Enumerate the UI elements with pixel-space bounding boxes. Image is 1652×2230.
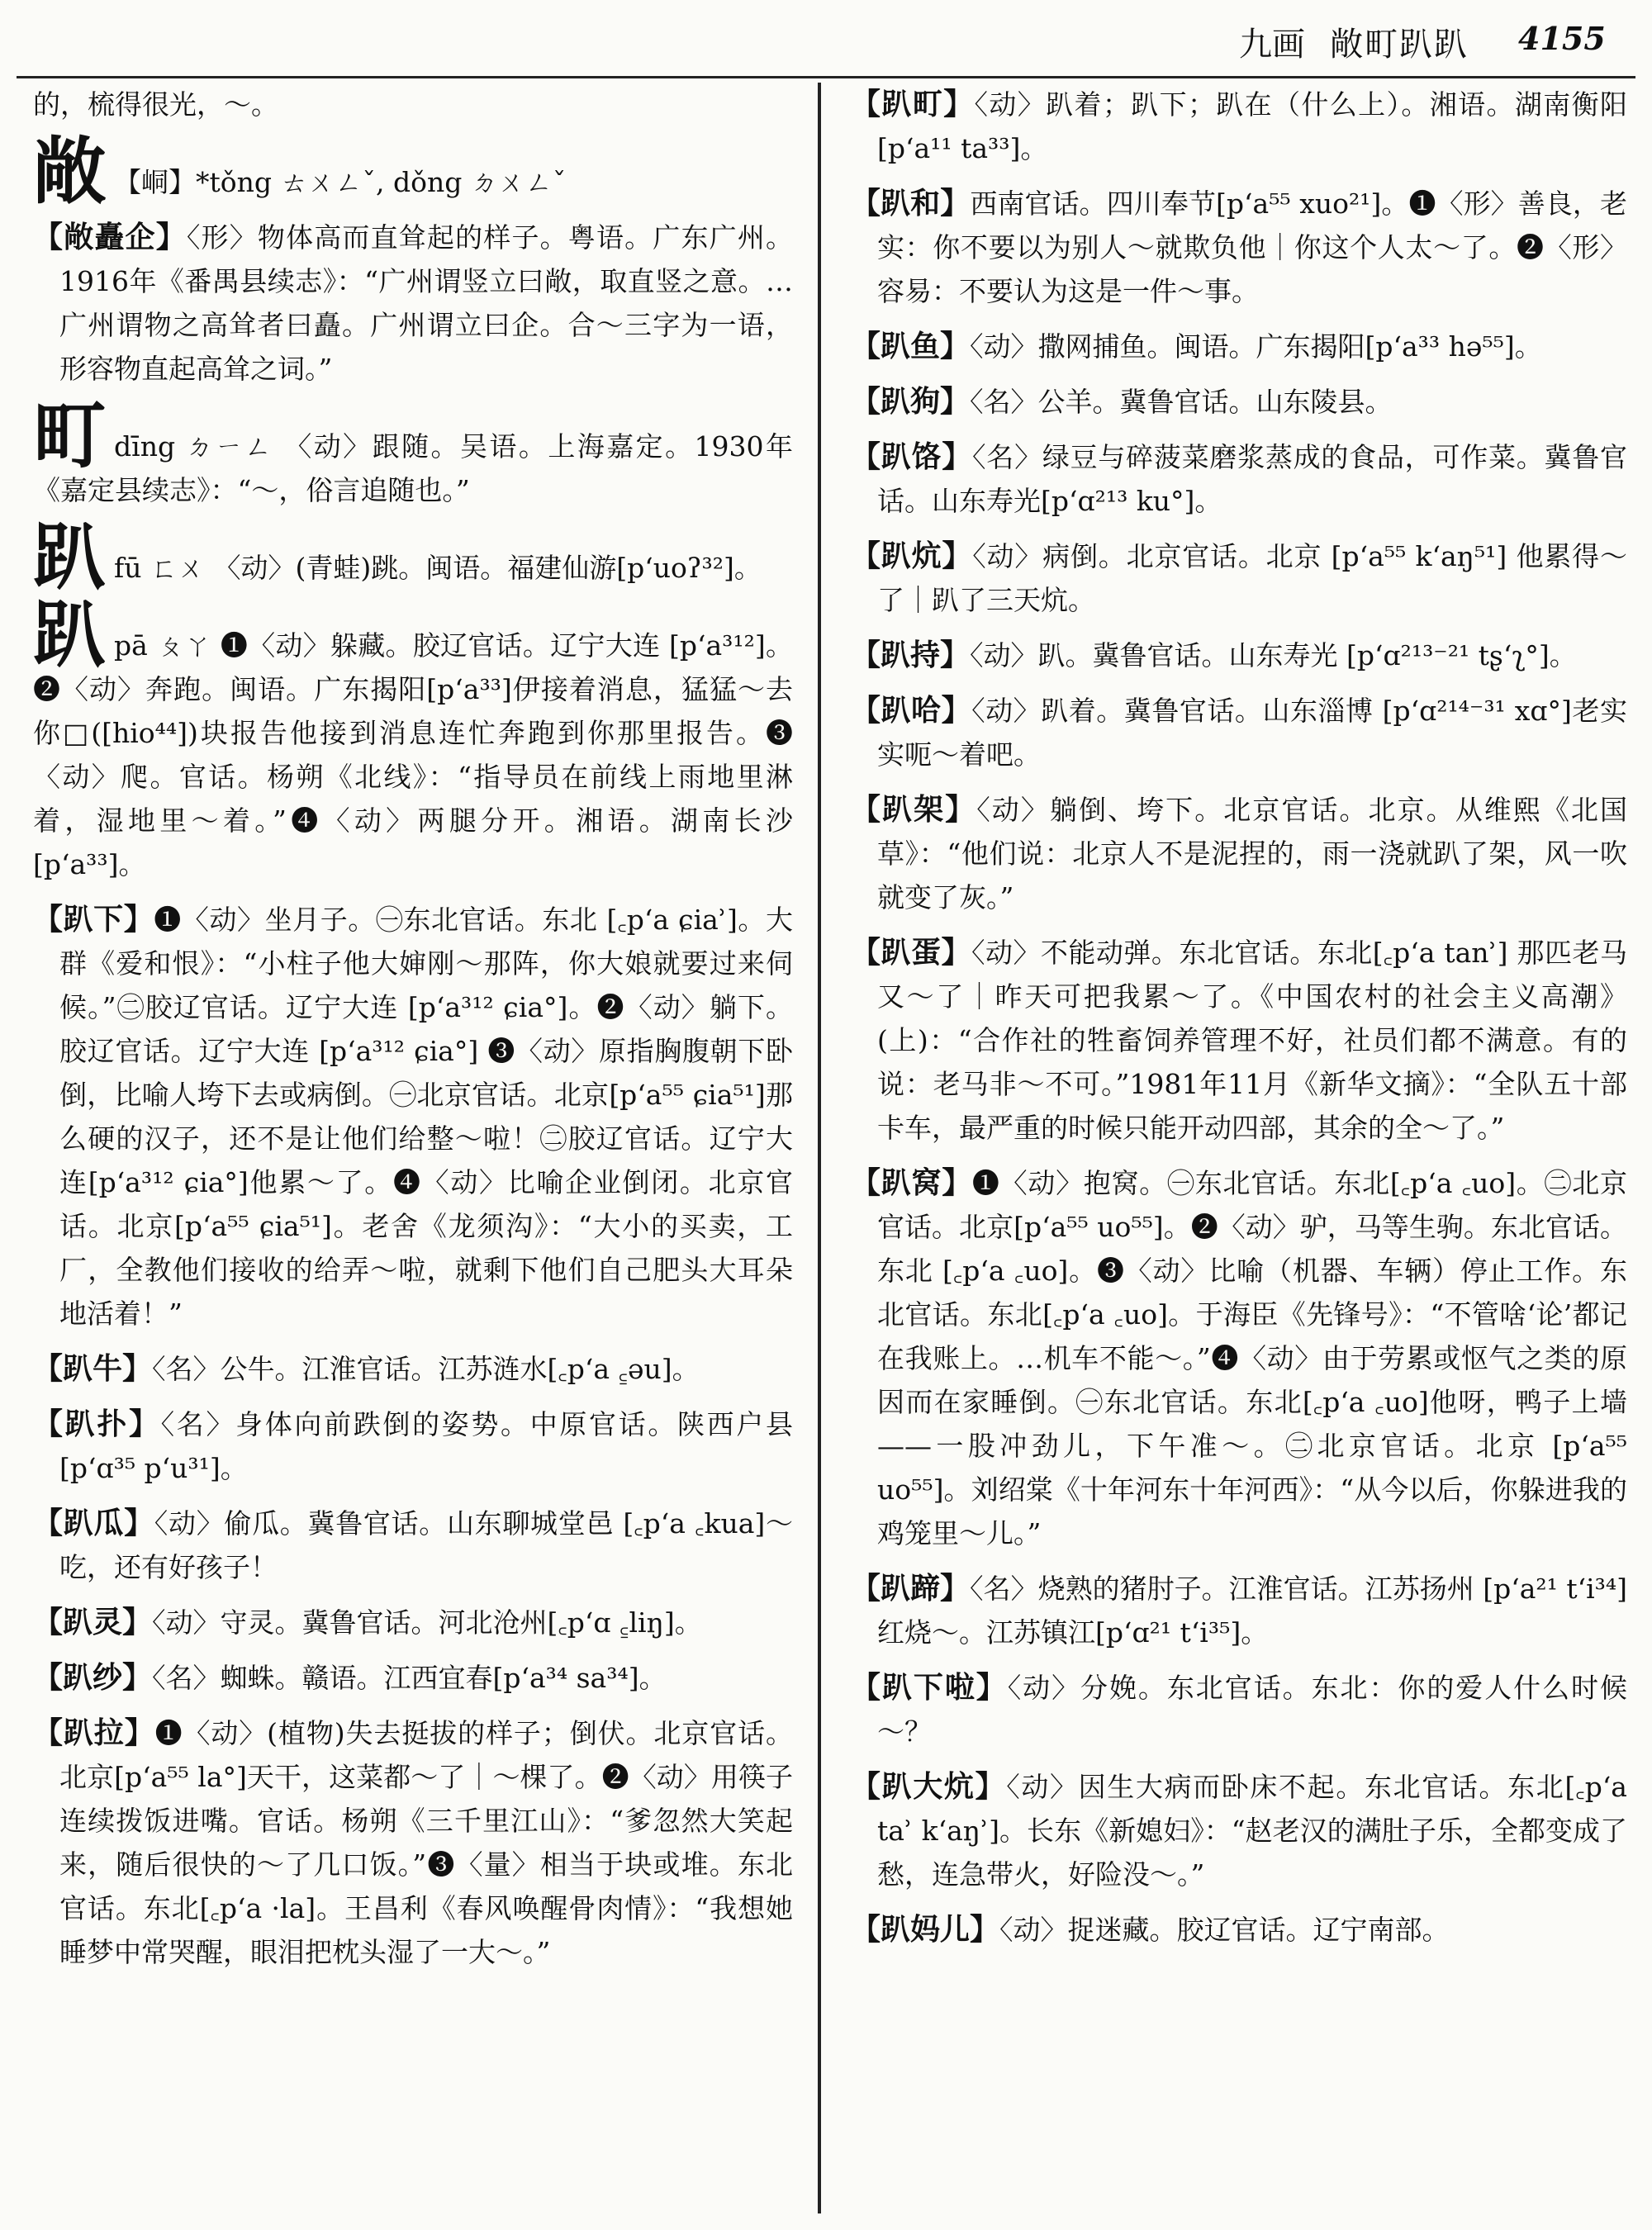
- entry-headword: 【趴炕】: [851, 539, 973, 573]
- entry-headword: 【趴大炕】: [851, 1769, 1007, 1804]
- entry-headword: 【趴妈儿】: [851, 1912, 1000, 1947]
- entry-headword: 【趴和】: [851, 186, 971, 221]
- entry-headword: 【趴饹】: [851, 439, 973, 474]
- dictionary-entry: [33, 1347, 793, 1391]
- header-stroke-category: 九画: [1239, 26, 1305, 64]
- head-character: 趴: [33, 514, 107, 600]
- entry-headword: 【趴狗】: [851, 384, 971, 419]
- entry-definition: 〈形〉物体高而直耸起的样子。粤语。广东广州。1916年《番禺县续志》：“广州谓竖立曰敞，取直竖之意。…广州谓物之高耸者曰矗。广州谓立曰企。合～三字为一语，形容物直起高耸之词。”: [59, 221, 793, 385]
- continued-text: [33, 83, 793, 126]
- dictionary-entry: [851, 633, 1627, 677]
- entry-headword: 【趴下】: [33, 902, 154, 937]
- entry-definition: 〈名〉公羊。冀鲁官话。山东陵县。: [970, 386, 1393, 418]
- entry-headword: 【趴町】: [851, 87, 975, 121]
- dictionary-entry: [851, 380, 1627, 424]
- dictionary-entry: [33, 1502, 793, 1589]
- head-character: 趴: [33, 591, 107, 677]
- entry-definition: 〈名〉身体向前跌倒的姿势。中原官话。陕西户县[pʻɑ³⁵ pʻu³¹]。: [59, 1408, 793, 1484]
- dictionary-entry: [851, 1765, 1627, 1896]
- dictionary-entry: [851, 325, 1627, 368]
- head-character: 敞: [33, 128, 107, 214]
- character-entry: [33, 128, 793, 214]
- dictionary-entry: [33, 898, 793, 1336]
- entry-definition: ❶〈动〉坐月子。㊀东北官话。东北 [꜀pʻa ɕiaʾ]。大群《爱和恨》：“小柱子他大婶刚～那阵，你大娘就要过来伺候。”㊁胶辽官话。辽宁大连 [pʻa³¹² ɕia°]。❷〈动〉躺下。胶辽官话。辽宁大连 [pʻa³¹² ɕia°] ❸〈动〉原指胸腹朝下卧倒，比喻人垮下去或病倒。㊀北京官话。北京[pʻa⁵⁵ ɕia⁵¹]那么硬的汉子，还不是让他们给整～啦！㊁胶辽官话。辽宁大连[pʻa³¹² ɕia°]他累～了。❹〈动〉比喻企业倒闭。北京官话。北京[pʻa⁵⁵ ɕia⁵¹]。老舍《龙须沟》：“大小的买卖，工厂，全教他们接收的给弄～啦，就剩下他们自己肥头大耳朵地活着！”: [59, 904, 793, 1330]
- dictionary-entry: [851, 182, 1627, 313]
- entry-definition: 〈动〉病倒。北京官话。北京 [pʻa⁵⁵ kʻaŋ⁵¹] 他累得～了｜趴了三天炕。: [877, 540, 1627, 616]
- dictionary-entry: [851, 83, 1627, 170]
- entry-headword: 【趴纱】: [33, 1660, 153, 1695]
- entry-definition: 〈名〉烧熟的猪肘子。江淮官话。江苏扬州 [pʻa²¹ tʻi³⁴] 红烧～。江苏镇江[pʻɑ²¹ tʻi³⁵]。: [877, 1573, 1627, 1649]
- dictionary-entry: [851, 788, 1627, 919]
- dictionary-entry: [33, 216, 793, 391]
- entry-definition: 【峒】*tǒng ㄊㄨㄥˇ, dǒng ㄉㄨㄥˇ: [114, 166, 567, 198]
- header-rule: [17, 76, 1635, 78]
- entry-headword: 【趴持】: [851, 638, 971, 672]
- dictionary-entry: [33, 1711, 793, 1974]
- entry-definition: 西南官话。四川奉节[pʻa⁵⁵ xuo²¹]。❶〈形〉善良，老实：你不要以为别人～就欺负他｜你这个人太～了。❷〈形〉容易：不要认为这是一件～事。: [877, 187, 1627, 307]
- entry-definition: 〈动〉偷瓜。冀鲁官话。山东聊城堂邑 [꜀pʻa ꜀kua]～吃，还有好孩子！: [59, 1507, 793, 1583]
- dictionary-entry: [851, 931, 1627, 1150]
- entry-headword: 【趴鱼】: [851, 329, 971, 363]
- entry-headword: 【趴架】: [851, 792, 977, 827]
- entry-definition: 〈名〉绿豆与碎菠菜磨浆蒸成的食品，可作菜。冀鲁官话。山东寿光[pʻɑ²¹³ ku°]。: [877, 441, 1627, 517]
- dictionary-entry: [851, 435, 1627, 523]
- entry-definition: pā ㄆㄚ ❶〈动〉躲藏。胶辽官话。辽宁大连 [pʻa³¹²]。❷〈动〉奔跑。闽语。广东揭阳[pʻa³³]伊接着消息，猛猛～去你□([hio⁴⁴])块报告他接到消息连忙奔跑到你那里报告。❸〈动〉爬。官话。杨朔《北线》：“指导员在前线上雨地里淋着，湿地里～着。”❹〈动〉两腿分开。湘语。湖南长沙 [pʻa³³]。: [33, 629, 793, 880]
- entry-definition: 〈动〉不能动弹。东北官话。东北[꜀pʻa tanʾ] 那匹老马又～了｜昨天可把我累～了。《中国农村的社会主义高潮》(上)：“合作社的牲畜饲养管理不好，社员们都不满意。有的说：老马非～不可。”1981年11月《新华文摘》：“全队五十部卡车，最严重的时候只能开动四部，其余的全～了。”: [877, 937, 1627, 1144]
- dictionary-entry: [851, 1666, 1627, 1753]
- right-column: [851, 83, 1627, 1963]
- header-index-chars: 敞町趴趴: [1330, 26, 1469, 64]
- dictionary-entry: [851, 1567, 1627, 1654]
- entry-headword: 【趴蹄】: [851, 1571, 971, 1606]
- entry-headword: 【趴牛】: [33, 1351, 153, 1386]
- entry-definition: 〈动〉因生大病而卧床不起。东北官话。东北[꜀pʻa taʾ kʻaŋʾ]。长东《新媳妇》：“赵老汉的满肚子乐，全都变成了愁，连急带火，好险没～。”: [877, 1771, 1627, 1891]
- entry-headword: 【趴瓜】: [33, 1506, 154, 1540]
- head-character: 町: [33, 392, 107, 478]
- entry-definition: dīng ㄉㄧㄥ 〈动〉跟随。吴语。上海嘉定。1930年《嘉定县续志》：“～，俗言追随也。”: [33, 430, 793, 506]
- entry-definition: 〈动〉躺倒、垮下。北京官话。北京。从维熙《北国草》：“他们说：北京人不是泥捏的，雨一浇就趴了架，风一吹就变了灰。”: [877, 794, 1627, 913]
- entry-definition: 〈动〉撒网捕鱼。闽语。广东揭阳[pʻa³³ hə⁵⁵]。: [970, 330, 1542, 363]
- entry-headword: 【趴窝】: [851, 1165, 972, 1200]
- entry-headword: 【趴下啦】: [851, 1670, 1008, 1705]
- dictionary-entry: [851, 689, 1627, 776]
- column-divider: [818, 83, 821, 2213]
- entry-headword: 【趴拉】: [33, 1715, 155, 1750]
- entry-definition: ❶〈动〉抱窝。㊀东北官话。东北[꜀pʻa ꜀uo]。㊁北京官话。北京[pʻa⁵⁵ uo⁵⁵]。❷〈动〉驴，马等生驹。东北官话。东北 [꜀pʻa ꜀uo]。❸〈动〉比喻（机器、车辆）停止工作。东北官话。东北[꜀pʻa ꜀uo]。于海臣《先锋号》：“不管啥‘论’都记在我账上。…机车不能～。”❹〈动〉由于劳累或怄气之类的原因而在家睡倒。㊀东北官话。东北[꜀pʻa ꜀uo]他呀，鸭子上墙——一股冲劲儿，下午准～。㊁北京官话。北京 [pʻa⁵⁵ uo⁵⁵]。刘绍棠《十年河东十年河西》：“从今以后，你躲进我的鸡笼里～儿。”: [877, 1167, 1627, 1549]
- dictionary-entry: [33, 1402, 793, 1490]
- entry-definition: 〈动〉趴。冀鲁官话。山东寿光 [pʻɑ²¹³⁻²¹ tʂʻʅ°]。: [970, 639, 1577, 671]
- entry-definition: 的，梳得很光，～。: [33, 88, 278, 121]
- entry-definition: ❶〈动〉(植物)失去挺拔的样子；倒伏。北京官话。北京[pʻa⁵⁵ la°]天干，这菜都～了｜～棵了。❷〈动〉用筷子连续拨饭进嘴。官话。杨朔《三千里江山》：“爹忽然大笑起来，随后很快的～了几口饭。”❸〈量〉相当于块或堆。东北官话。东北[꜀pʻa ·la]。王昌利《春风唤醒骨肉情》：“我想她睡梦中常哭醒，眼泪把枕头湿了一大～。”: [59, 1717, 793, 1968]
- entry-definition: 〈动〉捉迷藏。胶辽官话。辽宁南部。: [999, 1914, 1450, 1946]
- left-column: [33, 83, 793, 1986]
- entry-headword: 【趴扑】: [33, 1407, 161, 1441]
- dictionary-entry: [851, 1161, 1627, 1555]
- entry-headword: 【趴灵】: [33, 1605, 153, 1639]
- entry-headword: 【趴蛋】: [851, 935, 971, 970]
- dictionary-entry: [33, 1656, 793, 1700]
- character-entry: [33, 514, 793, 600]
- entry-definition: 〈名〉蜘蛛。赣语。江西宜春[pʻa³⁴ sa³⁴]。: [152, 1662, 667, 1694]
- character-entry: [33, 392, 793, 512]
- character-entry: [33, 591, 793, 886]
- entry-definition: fū ㄈㄨ 〈动〉(青蛙)跳。闽语。福建仙游[pʻuoʔ³²]。: [114, 552, 762, 584]
- page-number: 4155: [1518, 20, 1606, 57]
- dictionary-entry: [851, 1908, 1627, 1952]
- entry-definition: 〈动〉趴着。冀鲁官话。山东淄博 [pʻɑ²¹⁴⁻³¹ xɑ°]老实实呃～着吧。: [877, 695, 1627, 771]
- dictionary-entry: [851, 534, 1627, 622]
- entry-definition: 〈名〉公牛。江淮官话。江苏涟水[꜀pʻa ꜁əu]。: [152, 1353, 700, 1385]
- entry-definition: 〈动〉分娩。东北官话。东北：你的爱人什么时候～？: [877, 1672, 1627, 1748]
- page-header: [0, 0, 1652, 83]
- entry-definition: 〈动〉趴着；趴下；趴在（什么上）。湘语。湖南衡阳[pʻa¹¹ ta³³]。: [877, 88, 1627, 164]
- entry-headword: 【敞矗企】: [33, 220, 187, 254]
- dictionary-entry: [33, 1601, 793, 1644]
- entry-definition: 〈动〉守灵。冀鲁官话。河北沧州[꜀pʻɑ ꜁liŋ]。: [152, 1606, 702, 1639]
- entry-headword: 【趴哈】: [851, 693, 972, 728]
